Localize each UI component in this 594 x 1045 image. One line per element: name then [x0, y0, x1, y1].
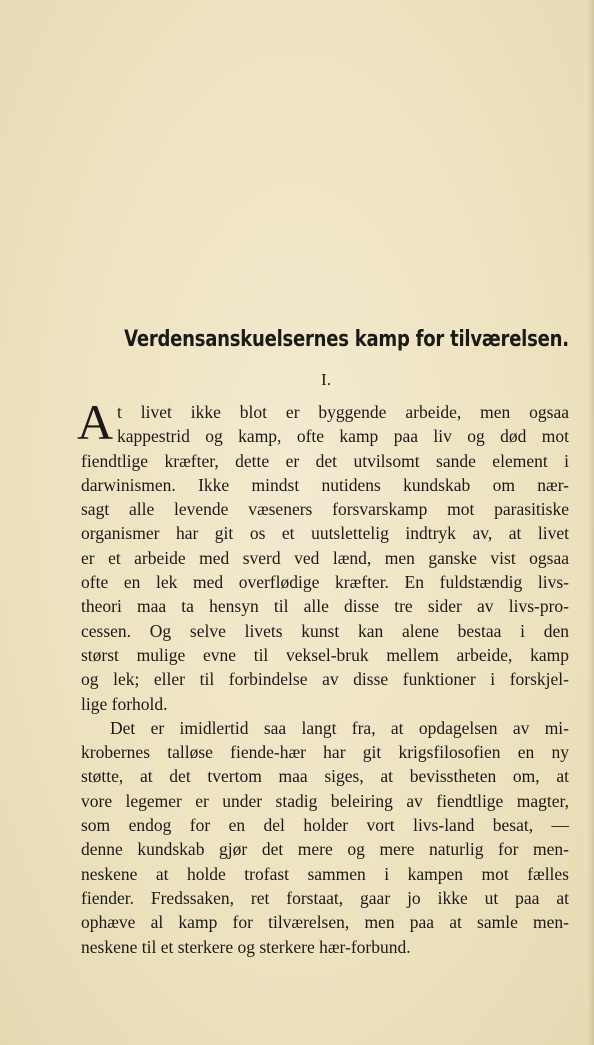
text-line: cessen. Og selve livets kunst kan alene bestaa i den: [81, 620, 569, 641]
text-line: og lek; eller til forbindelse av disse funktioner i forskjel-: [81, 669, 569, 690]
text-line: organismer har git os et uutslettelig indtryk av, at livet: [81, 523, 569, 544]
chapter-title: Verdensanskuelsernes kamp for tilværelsen.: [124, 327, 569, 352]
text-line: neskene til et sterkere og sterkere hær-forbund.: [81, 936, 411, 957]
text-line: t livet ikke blot er byggende arbeide, men ogsaa: [117, 402, 569, 422]
text-line: Det er imidlertid saa langt fra, at opdagelsen av mi-: [110, 717, 569, 738]
drop-cap: A: [77, 394, 114, 450]
paragraph-2: [81, 716, 569, 959]
text-line: ofte en lek med overflødige kræfter. En fuldstændig livs-: [81, 572, 569, 593]
text-line: denne kundskab gjør det mere og mere naturlig for men-: [81, 839, 569, 860]
text-line: fiendtlige kræfter, dette er det utvilsomt sande element i: [81, 450, 569, 471]
text-line: kappestrid og kamp, ofte kamp paa liv og død mot: [117, 426, 569, 447]
body-text: [77, 394, 569, 959]
text-line: krobernes talløse fiende-hær har git krigsfilosofien en ny: [81, 742, 569, 763]
text-line: darwinismen. Ikke mindst nutidens kundskab om nær-: [81, 474, 569, 495]
text-line: støtte, at det tvertom maa siges, at bevisstheten om, at: [81, 766, 569, 787]
text-line: ophæve al kamp for tilværelsen, men paa at samle men-: [81, 912, 569, 933]
text-line: er et arbeide med sverd ved lænd, men ganske vist ogsaa: [81, 547, 569, 568]
chapter-number: I.: [321, 370, 331, 389]
text-line: sagt alle levende væseners forsvarskamp mot parasitiske: [81, 499, 569, 520]
text-line: vore legemer er under stadig beleiring av fiendtlige magter,: [81, 790, 569, 811]
page-edge-shadow: [588, 0, 594, 1045]
paragraph-1: [77, 394, 569, 716]
text-line: theori maa ta hensyn til alle disse tre sider av livs-pro-: [81, 596, 569, 617]
text-line: lige forhold.: [81, 693, 168, 714]
text-line: som endog for en del holder vort livs-land besat, —: [81, 815, 569, 836]
text-line: neskene at holde trofast sammen i kampen mot fælles: [81, 863, 569, 884]
text-line: fiender. Fredssaken, ret forstaat, gaar jo ikke ut paa at: [81, 887, 569, 908]
text-line: størst mulige evne til veksel-bruk mellem arbeide, kamp: [81, 644, 569, 665]
